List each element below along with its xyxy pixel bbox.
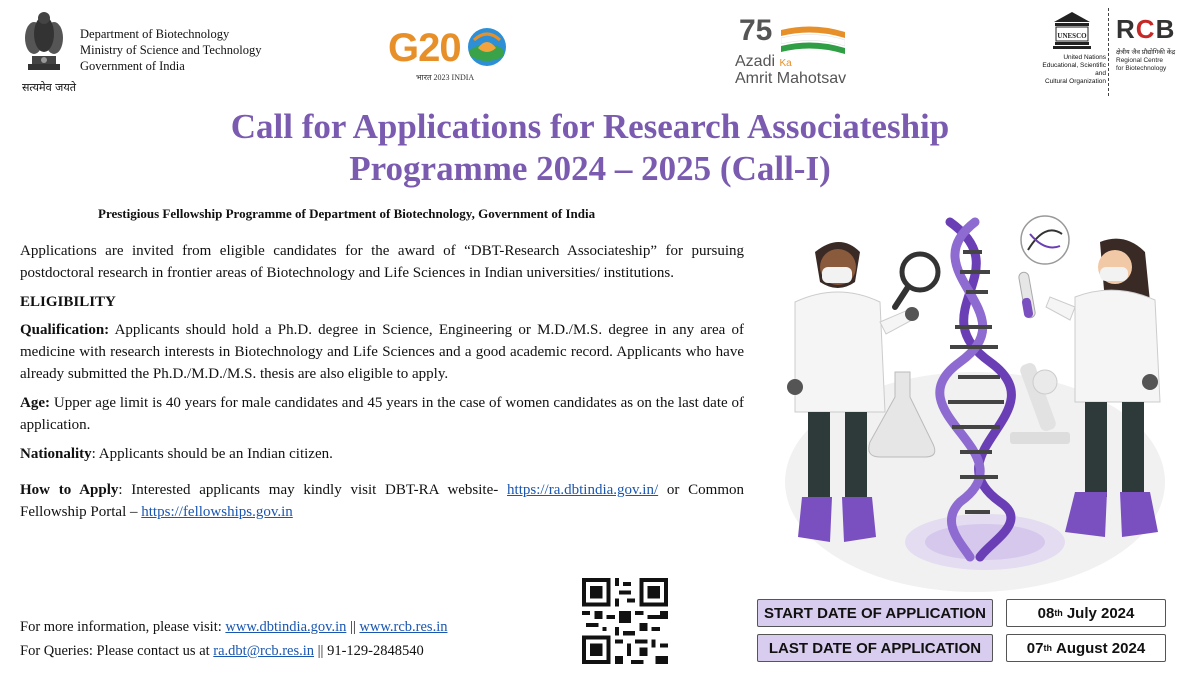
queries-line: [20, 639, 447, 663]
aam-amrit: Amrit: [735, 70, 773, 87]
title-line-2: Programme 2024 – 2025 (Call-I): [349, 149, 831, 188]
aam-75: 75: [739, 14, 773, 47]
footer-contact: [20, 615, 447, 663]
rcb-line: Regional Centre: [1116, 57, 1163, 64]
unesco-line: United Nations: [1063, 54, 1106, 61]
contact-phone: || 91-129-2848540: [317, 643, 424, 659]
dept-line: Ministry of Science and Technology: [80, 43, 262, 57]
eligibility-heading: ELIGIBILITY: [20, 294, 116, 310]
rcb-wordmark: RCB: [1116, 14, 1176, 44]
unesco-wordmark: UNESCO: [1057, 32, 1087, 40]
more-info-line: [20, 615, 447, 639]
logo-divider: [1108, 8, 1109, 96]
unesco-text: [1032, 54, 1106, 86]
rcb-logo: [1116, 14, 1196, 94]
more-info-text: For more information, please visit:: [20, 619, 226, 635]
dept-line: Department of Biotechnology: [80, 27, 230, 41]
aam-mahotsav: Mahotsav: [776, 70, 847, 87]
how-to-apply-text: : Interested applicants may kindly visit DBT-RA website-: [118, 482, 508, 498]
dna-bubble-icon: [1021, 216, 1069, 264]
contact-email-link[interactable]: ra.dbt@rcb.res.in: [213, 643, 315, 659]
start-month-year: July 2024: [1066, 604, 1135, 622]
unesco-temple-icon: [1052, 10, 1092, 50]
main-content: [20, 240, 744, 530]
azadi-ka-amrit-mahotsav-logo: [733, 14, 863, 92]
how-to-apply-label: How to Apply: [20, 482, 119, 498]
emblem-motto: सत्यमेव जयते: [21, 81, 76, 94]
nationality-label: Nationality: [20, 446, 92, 462]
last-ordinal: th: [1043, 643, 1052, 653]
unesco-logo: [1032, 10, 1104, 92]
aam-text: [735, 54, 846, 86]
subtitle: Prestigious Fellowship Programme of Department of Biotechnology, Government of India: [98, 206, 596, 221]
title-line-1: Call for Applications for Research Associateship: [230, 107, 950, 146]
aam-azadi: Azadi: [735, 53, 776, 70]
qr-code[interactable]: [582, 578, 668, 664]
page-title: [140, 106, 1040, 190]
dbtindia-link[interactable]: www.dbtindia.gov.in: [225, 619, 347, 635]
rcb-hindi: क्षेत्रीय जैव प्रौद्योगिकी केंद्र: [1116, 49, 1176, 56]
dept-line: Government of India: [80, 59, 185, 73]
aam-ka: Ka: [779, 58, 792, 69]
age-paragraph: [20, 392, 744, 436]
tricolor-flag-icon: [781, 26, 845, 56]
g20-lotus-globe-icon: [466, 26, 508, 68]
separator: ||: [346, 619, 360, 635]
department-name: [80, 26, 262, 74]
start-day: 08: [1037, 604, 1055, 622]
start-ordinal: th: [1054, 608, 1063, 618]
queries-text: For Queries: Please contact us at: [20, 643, 214, 659]
qualification-label: Qualification:: [20, 322, 110, 338]
unesco-line: Cultural Organization: [1044, 78, 1106, 85]
intro-paragraph: Applications are invited from eligible candidates for the award of “DBT-Research Associateship” for pursuing postdoctoral research in frontier areas of Biotechnology and Life Sciences in Indian universities/ institutions.: [20, 243, 744, 281]
lion-capital-icon: [18, 8, 70, 78]
start-date-value: [1006, 599, 1166, 627]
dbt-ra-website-link[interactable]: https://ra.dbtindia.gov.in/: [507, 482, 659, 498]
qualification-text: Applicants should hold a Ph.D. degree in Science, Engineering or M.D./M.S. degree in any area of medicine with research interests in Biotechnology and Life Sciences and a good academic record. Applicants who have already submitted the Ph.D./M.D./M.S. thesis are also eligible to apply.: [20, 322, 744, 382]
header: [0, 0, 1200, 100]
unesco-line: Educational, Scientific and: [1042, 62, 1106, 77]
age-label: Age:: [20, 395, 50, 411]
how-to-apply-paragraph: [20, 479, 744, 523]
how-to-apply-text-2: or Common Fellowship Portal –: [20, 482, 744, 520]
fellowship-portal-link[interactable]: https://fellowships.gov.in: [141, 504, 293, 520]
g20-logo: [388, 20, 513, 86]
nationality-text: : Applicants should be an Indian citizen.: [91, 446, 333, 462]
rcb-text: [1116, 49, 1196, 73]
test-tube-icon: [1018, 271, 1036, 318]
national-emblem: [14, 8, 74, 94]
qualification-paragraph: [20, 319, 744, 385]
start-date-label: START DATE OF APPLICATION: [757, 599, 993, 627]
nationality-paragraph: [20, 443, 744, 465]
last-day: 07: [1026, 639, 1044, 657]
last-month-year: August 2024: [1055, 639, 1146, 657]
magnifier-icon: [895, 254, 938, 307]
rcb-line: for Biotechnology: [1116, 65, 1167, 72]
scientists-dna-illustration: [760, 212, 1200, 592]
g20-wordmark: G20: [388, 26, 461, 70]
last-date-value: [1006, 634, 1166, 662]
g20-subtext: भारत 2023 INDIA: [416, 73, 475, 82]
last-date-label: LAST DATE OF APPLICATION: [757, 634, 993, 662]
rcb-link[interactable]: www.rcb.res.in: [359, 619, 448, 635]
age-text: Upper age limit is 40 years for male candidates and 45 years in the case of women candidates as on the last date of application.: [20, 395, 744, 433]
